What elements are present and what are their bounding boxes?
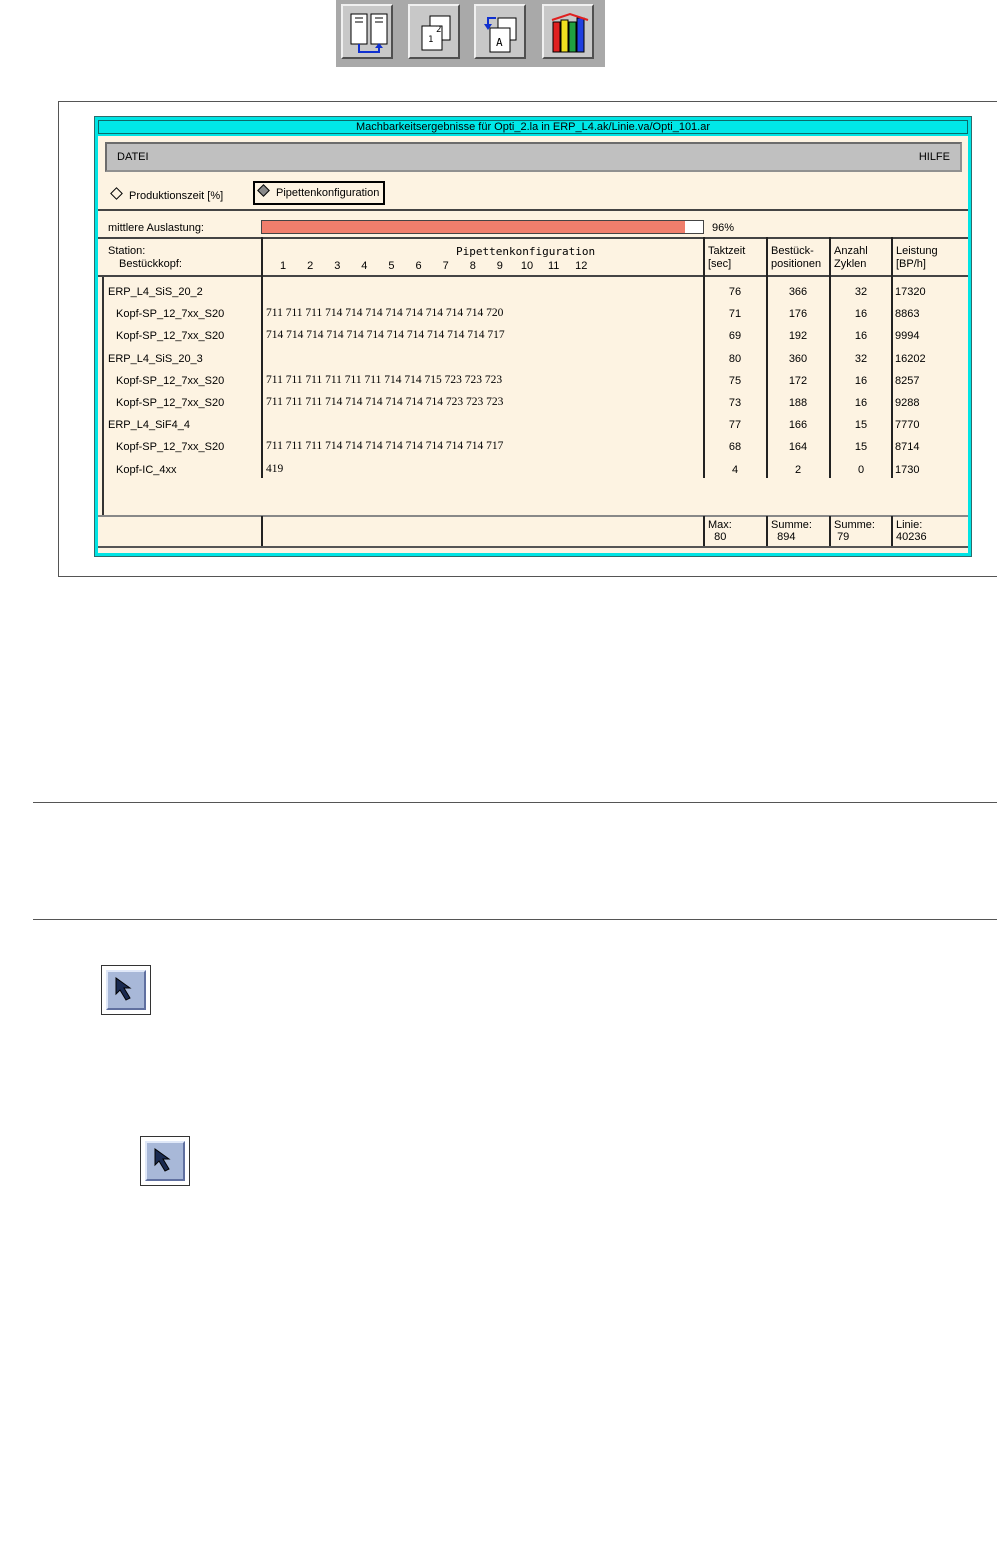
row-positions: 164	[788, 441, 808, 454]
swap-document-button[interactable]	[474, 4, 526, 59]
pointer-arrow-icon	[108, 972, 144, 1008]
row-pipette-config: 711 711 711 714 714 714 714 714 714 723 723 723	[266, 396, 504, 408]
row-name: ERP_L4_SiS_20_3	[108, 352, 203, 365]
column-divider	[703, 516, 705, 546]
row-perf: 8257	[895, 374, 920, 387]
radio-indicator	[110, 187, 123, 200]
row-pipette-config: 714 714 714 714 714 714 714 714 714 714 714 717	[266, 329, 505, 342]
table-row-station[interactable]	[98, 282, 968, 304]
row-cycles: 16	[854, 330, 868, 343]
row-cycle: 75	[728, 374, 742, 387]
header-pipette-number: 7	[442, 260, 449, 272]
row-positions: 172	[788, 374, 808, 387]
footer-line-total: Linie: 40236	[896, 519, 927, 543]
footer-sum-positions: Summe: 894	[771, 519, 812, 543]
svg-text:2: 2	[436, 25, 442, 35]
row-name: Kopf-SP_12_7xx_S20	[116, 397, 225, 409]
library-books-icon	[550, 12, 590, 56]
row-positions: 166	[788, 419, 808, 432]
svg-text:A: A	[496, 36, 503, 49]
footer-max: Max: 80	[708, 519, 732, 543]
row-cycle: 73	[728, 397, 742, 409]
row-pipette-config: 711 711 711 711 711 711 714 714 715 723 723 723	[266, 373, 503, 386]
table-row-head[interactable]	[98, 326, 968, 348]
row-cycles: 16	[854, 397, 868, 409]
row-positions: 366	[788, 286, 808, 298]
header-positions: Bestück- positionen	[771, 245, 822, 270]
table-row-head[interactable]	[98, 460, 968, 482]
row-cycles: 15	[854, 419, 868, 432]
table-row-station[interactable]	[98, 349, 968, 371]
row-perf: 16202	[895, 352, 926, 365]
row-pipette-config: 711 711 711 714 714 714 714 714 714 714 714 720	[266, 307, 504, 320]
row-perf: 9288	[895, 397, 920, 409]
row-perf: 7770	[895, 419, 920, 432]
row-cycles: 16	[854, 308, 868, 321]
row-perf: 17320	[895, 286, 926, 298]
separator-line	[33, 802, 997, 803]
menu-file[interactable]: DATEI	[117, 151, 149, 163]
pointer-tool-face	[145, 1141, 185, 1181]
row-positions: 176	[788, 308, 808, 321]
radio-production-time[interactable]: Produktionszeit [%]	[108, 185, 223, 207]
header-pipette-number: 4	[361, 260, 368, 272]
row-name: Kopf-SP_12_7xx_S20	[116, 330, 225, 343]
divider	[98, 237, 968, 239]
divider	[98, 515, 968, 517]
menu-help[interactable]: HILFE	[918, 151, 950, 163]
footer-sum-cycles: Summe: 79	[834, 519, 875, 543]
column-divider	[891, 516, 893, 546]
table-row-head[interactable]	[98, 393, 968, 415]
library-books-button[interactable]	[542, 4, 594, 59]
column-divider	[829, 516, 831, 546]
row-perf: 8714	[895, 441, 920, 454]
row-cycle: 69	[728, 330, 742, 343]
header-pipette-number: 8	[469, 260, 476, 272]
column-divider	[261, 516, 263, 546]
header-cycles: Anzahl Zyklen	[834, 245, 868, 270]
row-positions: 188	[788, 397, 808, 409]
header-pipette-config: Pipettenkonfiguration	[456, 245, 596, 258]
pointer-tool-button[interactable]	[101, 965, 151, 1015]
row-name: Kopf-SP_12_7xx_S20	[116, 308, 225, 321]
row-cycles: 16	[854, 374, 868, 387]
radio-indicator-selected	[257, 184, 270, 197]
results-window	[94, 116, 972, 557]
window-title: Machbarkeitsergebnisse für Opti_2.la in ERP_L4.ak/Linie.va/Opti_101.ar	[355, 121, 711, 133]
header-pipette-number: 6	[415, 260, 422, 272]
window-client-area	[98, 136, 968, 553]
row-name: ERP_L4_SiF4_4	[108, 419, 190, 432]
divider	[98, 275, 968, 277]
row-cycle: 4	[731, 463, 739, 476]
document-pages-button[interactable]	[408, 4, 460, 59]
menu-bar	[105, 142, 962, 172]
table-row-station[interactable]	[98, 415, 968, 437]
header-performance: Leistung [BP/h]	[896, 245, 938, 270]
table-row-head[interactable]	[98, 304, 968, 326]
header-cycle-time: Taktzeit [sec]	[708, 245, 746, 270]
row-positions: 2	[794, 463, 802, 476]
row-cycle: 76	[728, 286, 742, 298]
row-cycles: 32	[854, 286, 868, 298]
row-perf: 9994	[895, 330, 920, 343]
row-pipette-config: 711 711 711 714 714 714 714 714 714 714 714 717	[266, 440, 504, 453]
row-perf: 1730	[895, 463, 920, 476]
header-pipette-number: 3	[334, 260, 341, 272]
layout-compare-icon	[349, 12, 389, 56]
svg-text:1: 1	[428, 35, 434, 45]
divider	[98, 546, 968, 548]
separator-line	[33, 919, 997, 920]
window-titlebar[interactable]	[98, 120, 968, 134]
pointer-tool-button[interactable]	[140, 1136, 190, 1186]
row-positions: 192	[788, 330, 808, 343]
row-cycles: 0	[857, 463, 865, 476]
toolbar	[336, 0, 605, 67]
divider	[98, 209, 968, 211]
row-cycle: 68	[728, 441, 742, 454]
swap-document-icon	[482, 12, 522, 56]
header-pipette-number: 5	[388, 260, 395, 272]
row-positions: 360	[788, 352, 808, 365]
utilization-bar	[261, 220, 704, 234]
header-pipette-number: 12	[575, 260, 588, 272]
row-perf: 8863	[895, 308, 920, 321]
table-row-head[interactable]	[98, 371, 968, 393]
table-row-head[interactable]	[98, 437, 968, 459]
pointer-arrow-icon	[147, 1143, 183, 1179]
header-pipette-number: 9	[496, 260, 503, 272]
header-station: Station:	[108, 245, 146, 257]
header-pipette-number: 2	[307, 260, 314, 272]
row-name: ERP_L4_SiS_20_2	[108, 286, 203, 298]
row-name: Kopf-SP_12_7xx_S20	[116, 441, 225, 454]
column-divider	[766, 516, 768, 546]
row-cycle: 80	[728, 352, 742, 365]
header-head: Bestückkopf:	[119, 258, 182, 270]
row-name: Kopf-IC_4xx	[116, 463, 177, 476]
row-cycles: 15	[854, 441, 868, 454]
row-cycles: 32	[854, 352, 868, 365]
row-cycle: 71	[728, 308, 742, 321]
utilization-fill	[262, 221, 685, 233]
header-pipette-number: 11	[548, 260, 560, 272]
header-pipette-number: 1	[280, 260, 287, 272]
utilization-value: 96%	[712, 222, 735, 234]
utilization-label: mittlere Auslastung:	[108, 222, 204, 234]
document-pages-icon	[416, 12, 456, 56]
pointer-tool-face	[106, 970, 146, 1010]
row-name: Kopf-SP_12_7xx_S20	[116, 374, 225, 387]
header-pipette-number: 10	[520, 260, 534, 272]
row-pipette-config: 419	[266, 462, 284, 475]
layout-compare-button[interactable]	[341, 4, 393, 59]
radio-pipette-config[interactable]: Pipettenkonfiguration	[253, 181, 385, 205]
row-cycle: 77	[728, 419, 742, 432]
